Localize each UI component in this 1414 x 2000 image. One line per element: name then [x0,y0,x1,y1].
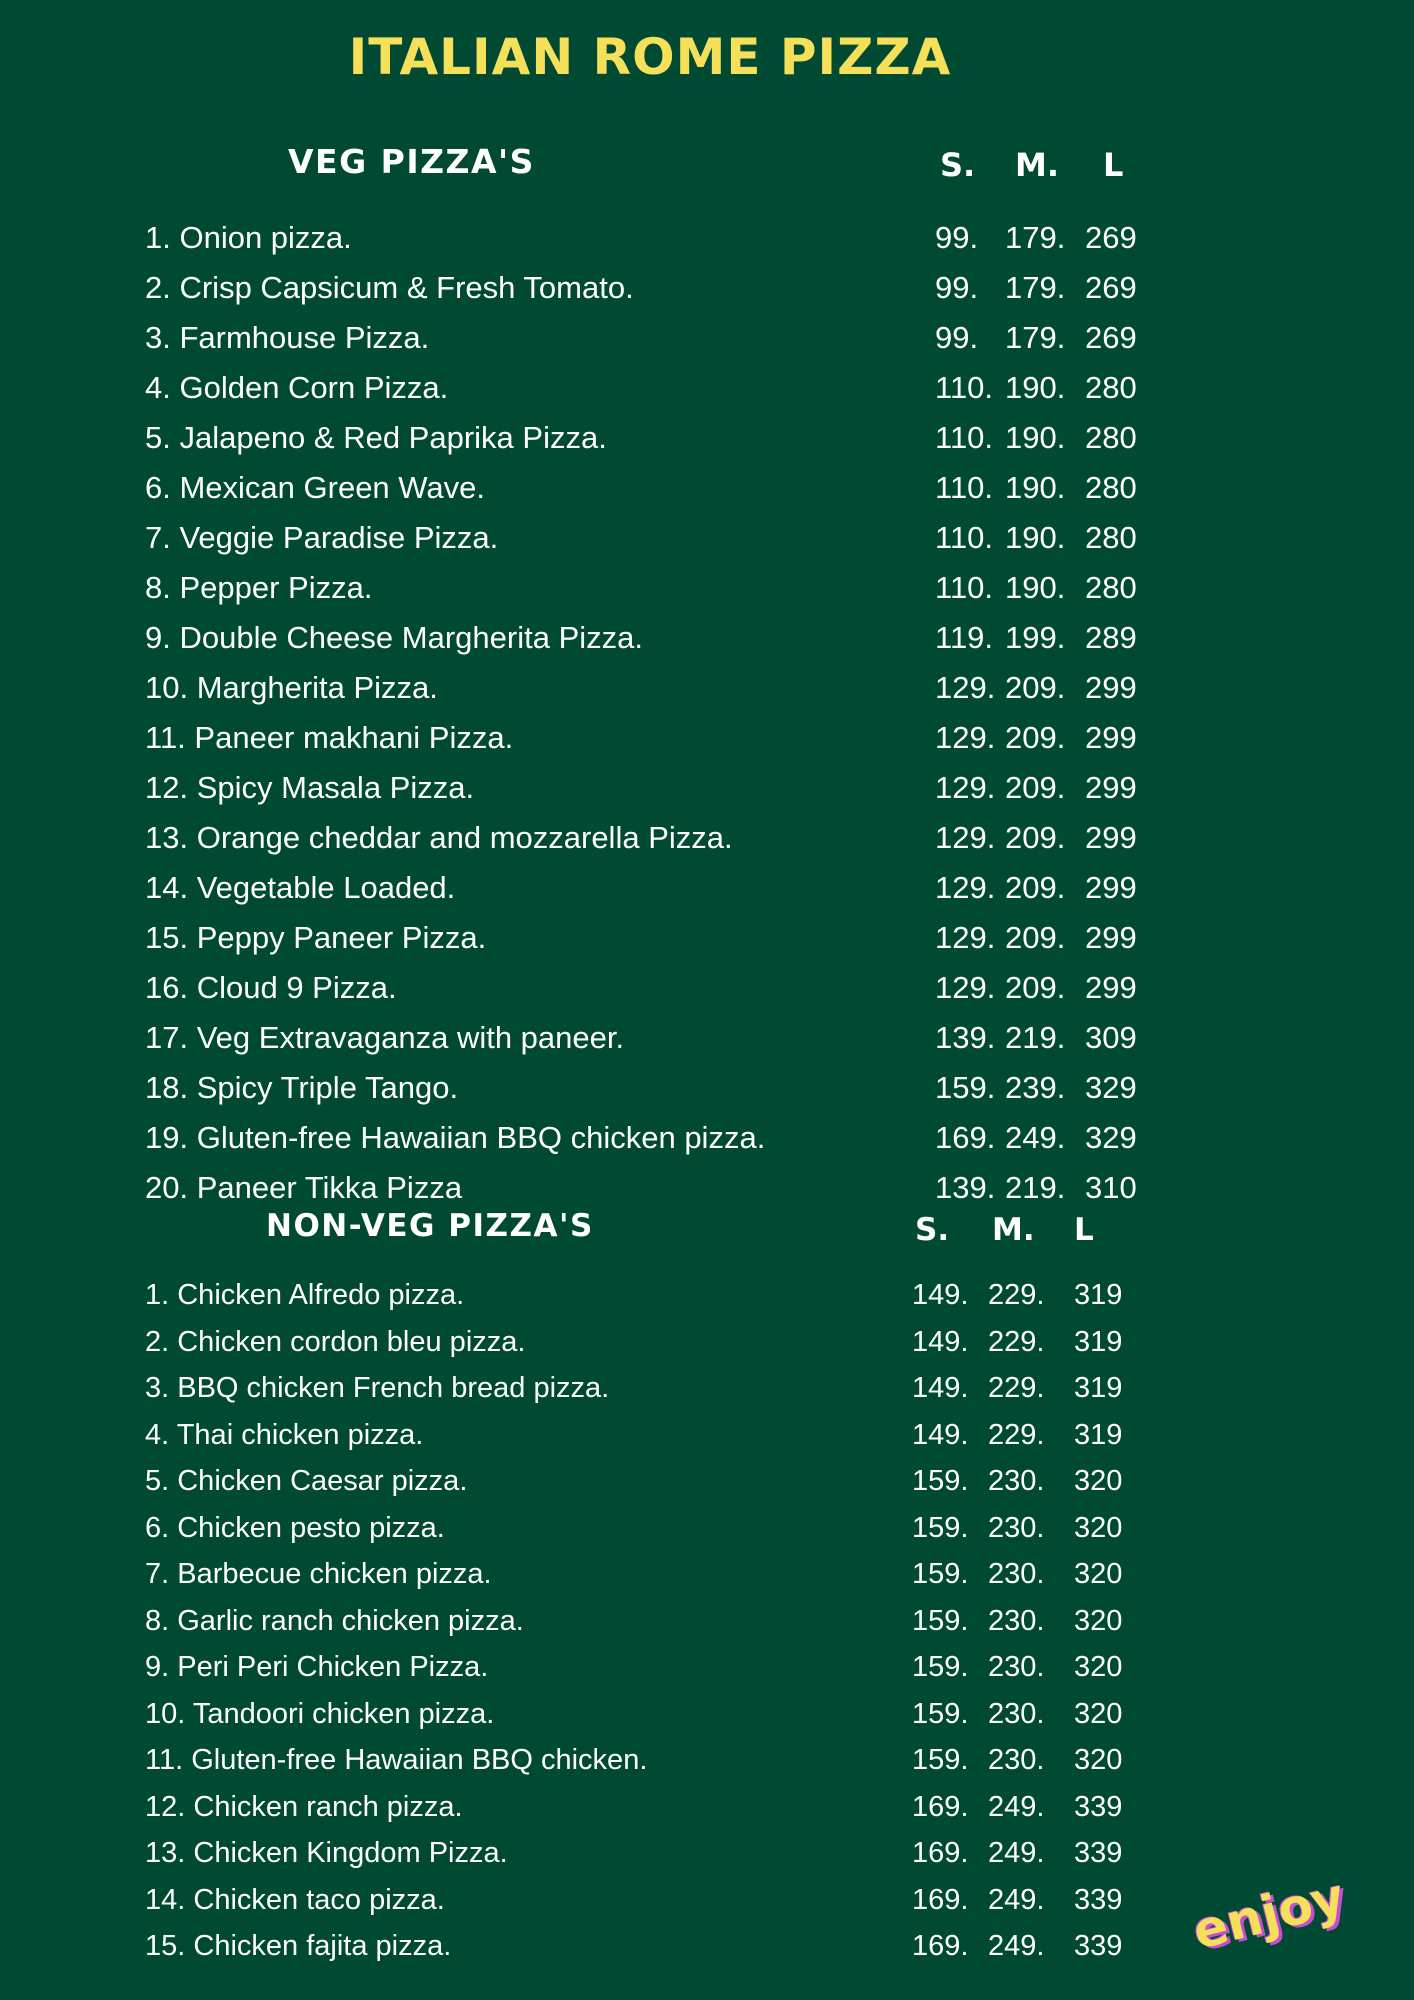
price-large: 299 [1085,670,1137,705]
menu-item-name: 15. Chicken fajita pizza. [145,1930,452,1962]
price-large: 280 [1085,470,1137,505]
menu-item-row [0,463,1414,513]
menu-item-row [0,563,1414,613]
menu-item-name: 13. Chicken Kingdom Pizza. [145,1837,508,1869]
price-small: 119. [935,620,994,655]
menu-item-name: 9. Double Cheese Margherita Pizza. [145,620,643,655]
menu-item-name: 10. Margherita Pizza. [145,670,438,705]
price-medium: 219. [1005,1170,1066,1205]
price-medium: 229. [988,1325,1045,1358]
price-large: 320 [1074,1558,1123,1590]
price-large: 269 [1085,220,1137,255]
price-large: 319 [1074,1418,1123,1451]
menu-item-name: 11. Paneer makhani Pizza. [145,720,514,755]
menu-item-name: 13. Orange cheddar and mozzarella Pizza. [145,820,733,855]
price-large: 320 [1074,1744,1123,1776]
menu-item-row [0,1113,1414,1163]
menu-item-row [0,1458,1414,1504]
price-large: 320 [1074,1465,1123,1497]
price-medium: 219. [1005,1020,1066,1055]
price-small: 110. [935,570,994,605]
menu-item-row [0,363,1414,413]
menu-item-name: 2. Chicken cordon bleu pizza. [145,1325,526,1358]
price-small: 129. [935,870,996,905]
price-large: 289 [1085,620,1137,655]
menu-item-name: 3. Farmhouse Pizza. [145,320,430,355]
menu-item-name: 12. Spicy Masala Pizza. [145,770,475,805]
price-small: 149. [912,1372,969,1404]
menu-item-row [0,213,1414,263]
menu-item-name: 7. Barbecue chicken pizza. [145,1558,492,1590]
price-small: 159. [912,1697,969,1730]
price-large: 299 [1085,870,1137,905]
menu-item-name: 16. Cloud 9 Pizza. [145,970,397,1005]
price-small: 169. [912,1930,969,1962]
price-medium: 230. [988,1744,1045,1776]
menu-item-name: 12. Chicken ranch pizza. [145,1790,463,1823]
price-medium: 179. [1005,270,1066,305]
price-large: 280 [1085,420,1137,455]
price-large: 269 [1085,320,1137,355]
price-large: 339 [1074,1930,1123,1962]
price-medium: 249. [988,1930,1045,1962]
price-small: 169. [912,1883,969,1916]
menu-item-row [0,1505,1414,1551]
menu-item-row [0,1163,1414,1213]
price-small: 129. [935,920,996,955]
price-medium: 230. [988,1697,1045,1730]
menu-item-name: 19. Gluten-free Hawaiian BBQ chicken pizza. [145,1120,766,1155]
price-large: 320 [1074,1511,1123,1544]
price-small: 129. [935,820,996,855]
price-large: 299 [1085,920,1137,955]
price-large: 299 [1085,820,1137,855]
price-medium: 209. [1005,820,1066,855]
price-small: 129. [935,670,996,705]
price-medium: 230. [988,1558,1045,1590]
menu-item-row [0,1691,1414,1737]
price-small: 110. [935,370,994,405]
veg-size-header [0,146,1414,186]
price-medium: 249. [988,1790,1045,1823]
menu-item-row [0,1598,1414,1644]
nonveg-section-heading: NON-VEG PIZZA'S [266,1208,594,1244]
menu-item-name: 8. Pepper Pizza. [145,570,373,605]
menu-item-row [0,1412,1414,1458]
price-medium: 209. [1005,920,1066,955]
price-large: 339 [1074,1790,1123,1823]
price-small: 159. [912,1604,969,1637]
price-small: 169. [935,1120,996,1155]
price-small: 99. [935,220,979,255]
price-medium: 209. [1005,770,1066,805]
size-medium-label: M. [992,1212,1035,1248]
price-small: 169. [912,1837,969,1869]
menu-item-row [0,813,1414,863]
price-medium: 209. [1005,670,1066,705]
menu-item-row [0,913,1414,963]
menu-item-row [0,263,1414,313]
price-large: 280 [1085,570,1137,605]
price-medium: 190. [1005,420,1066,455]
price-small: 159. [912,1744,969,1776]
menu-item-name: 6. Mexican Green Wave. [145,470,485,505]
price-small: 129. [935,720,996,755]
menu-item-row [0,1737,1414,1783]
menu-item-row [0,613,1414,663]
price-large: 299 [1085,770,1137,805]
price-large: 309 [1085,1020,1137,1055]
price-large: 319 [1074,1279,1123,1311]
price-medium: 199. [1005,620,1066,655]
price-large: 339 [1074,1883,1123,1916]
price-medium: 190. [1005,570,1066,605]
menu-item-row [0,713,1414,763]
menu-item-row [0,663,1414,713]
enjoy-sticker: enjoy [1187,1867,1351,1961]
price-large: 280 [1085,370,1137,405]
menu-item-row [0,313,1414,363]
menu-item-row [0,963,1414,1013]
price-small: 159. [912,1651,969,1683]
price-medium: 249. [1005,1120,1066,1155]
price-medium: 179. [1005,220,1066,255]
price-large: 310 [1085,1170,1137,1205]
menu-item-row [0,1063,1414,1113]
price-small: 149. [912,1279,969,1311]
menu-item-name: 2. Crisp Capsicum & Fresh Tomato. [145,270,634,305]
menu-item-row [0,863,1414,913]
menu-item-name: 5. Jalapeno & Red Paprika Pizza. [145,420,607,455]
price-small: 159. [912,1558,969,1590]
price-large: 329 [1085,1120,1137,1155]
menu-item-name: 5. Chicken Caesar pizza. [145,1465,468,1497]
price-large: 299 [1085,720,1137,755]
menu-item-name: 3. BBQ chicken French bread pizza. [145,1372,610,1404]
price-medium: 209. [1005,970,1066,1005]
price-large: 320 [1074,1604,1123,1637]
price-small: 169. [912,1790,969,1823]
price-large: 320 [1074,1697,1123,1730]
menu-item-row [0,1319,1414,1365]
menu-item-name: 10. Tandoori chicken pizza. [145,1697,495,1730]
price-large: 320 [1074,1651,1123,1683]
price-medium: 179. [1005,320,1066,355]
price-medium: 229. [988,1418,1045,1451]
menu-item-name: 11. Gluten-free Hawaiian BBQ chicken. [145,1744,648,1776]
menu-item-name: 18. Spicy Triple Tango. [145,1070,459,1105]
price-medium: 249. [988,1837,1045,1869]
price-small: 149. [912,1418,969,1451]
price-medium: 239. [1005,1070,1066,1105]
menu-item-name: 17. Veg Extravaganza with paneer. [145,1020,625,1055]
menu-item-name: 7. Veggie Paradise Pizza. [145,520,499,555]
menu-item-name: 14. Vegetable Loaded. [145,870,456,905]
price-large: 299 [1085,970,1137,1005]
menu-title: ITALIAN ROME PIZZA [348,28,952,86]
price-large: 319 [1074,1372,1123,1404]
price-small: 159. [912,1511,969,1544]
menu-item-row [0,1013,1414,1063]
price-medium: 230. [988,1651,1045,1683]
menu-item-row [0,1644,1414,1690]
menu-item-row [0,1784,1414,1830]
price-large: 319 [1074,1325,1123,1358]
size-large-label: L [1103,146,1124,184]
menu-item-name: 1. Chicken Alfredo pizza. [145,1279,465,1311]
menu-item-row [0,1830,1414,1876]
size-small-label: S. [915,1212,950,1248]
price-large: 269 [1085,270,1137,305]
menu-item-row [0,1551,1414,1597]
size-small-label: S. [940,146,976,184]
menu-item-name: 4. Golden Corn Pizza. [145,370,449,405]
menu-item-name: 14. Chicken taco pizza. [145,1883,445,1916]
price-small: 139. [935,1170,996,1205]
price-medium: 230. [988,1604,1045,1637]
menu-item-name: 1. Onion pizza. [145,220,352,255]
menu-item-name: 20. Paneer Tikka Pizza [145,1170,463,1205]
price-medium: 249. [988,1883,1045,1916]
menu-item-row [0,1365,1414,1411]
menu-item-row [0,763,1414,813]
price-small: 149. [912,1325,969,1358]
price-small: 99. [935,320,979,355]
menu-item-row [0,1272,1414,1318]
price-medium: 230. [988,1511,1045,1544]
price-medium: 190. [1005,520,1066,555]
price-small: 110. [935,420,994,455]
price-medium: 230. [988,1465,1045,1497]
price-small: 159. [935,1070,996,1105]
price-medium: 229. [988,1372,1045,1404]
menu-item-row [0,413,1414,463]
price-large: 339 [1074,1837,1123,1869]
price-small: 139. [935,1020,996,1055]
nonveg-size-header [0,1212,1414,1252]
menu-item-name: 8. Garlic ranch chicken pizza. [145,1604,524,1637]
price-medium: 190. [1005,470,1066,505]
price-small: 129. [935,770,996,805]
price-medium: 229. [988,1279,1045,1311]
price-large: 280 [1085,520,1137,555]
size-medium-label: M. [1015,146,1059,184]
price-small: 110. [935,520,994,555]
menu-item-name: 15. Peppy Paneer Pizza. [145,920,487,955]
menu-item-name: 9. Peri Peri Chicken Pizza. [145,1651,489,1683]
price-medium: 190. [1005,370,1066,405]
menu-item-name: 4. Thai chicken pizza. [145,1418,424,1451]
price-medium: 209. [1005,720,1066,755]
size-large-label: L [1074,1212,1094,1248]
price-small: 99. [935,270,979,305]
veg-section-heading: VEG PIZZA'S [288,142,535,181]
price-medium: 209. [1005,870,1066,905]
price-small: 159. [912,1465,969,1497]
price-small: 110. [935,470,994,505]
price-small: 129. [935,970,996,1005]
menu-item-row [0,513,1414,563]
price-large: 329 [1085,1070,1137,1105]
menu-item-name: 6. Chicken pesto pizza. [145,1511,445,1544]
